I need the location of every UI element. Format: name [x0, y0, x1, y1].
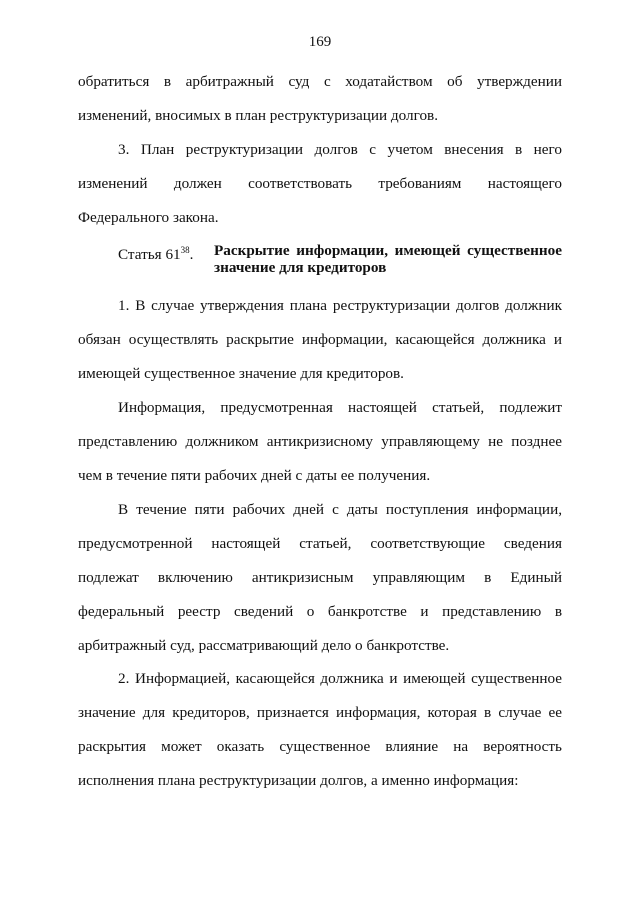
text-line: предусмотренной настоящей статьей, соответствующие сведения: [78, 535, 562, 552]
text-line: Федерального закона.: [78, 209, 219, 226]
text-line: исполнения плана реструктуризации долгов, а именно информация:: [78, 772, 519, 789]
page-number: 169: [308, 34, 332, 50]
article-number-sup: 38: [180, 245, 190, 255]
text-line: подлежат включению антикризисным управляющим в Единый: [78, 569, 562, 586]
text-line: раскрытия может оказать существенное влияние на вероятность: [78, 738, 562, 755]
text-line: представлению должником антикризисному управляющему не позднее: [78, 433, 562, 450]
text-line: значение для кредиторов, признается информация, которая в случае ее: [78, 704, 562, 721]
article-title: [214, 242, 562, 276]
text-line: обязан осуществлять раскрытие информации, касающейся должника и: [78, 331, 562, 348]
text-line: изменений должен соответствовать требованиям настоящего: [78, 175, 562, 192]
text-line: В течение пяти рабочих дней с даты поступления информации,: [118, 501, 562, 518]
text-line: чем в течение пяти рабочих дней с даты ее получения.: [78, 467, 431, 484]
text-line: 3. План реструктуризации долгов с учетом внесения в него: [118, 141, 562, 158]
text-line: арбитражный суд, рассматривающий дело о банкротстве.: [78, 637, 450, 654]
text-line: 1. В случае утверждения плана реструктуризации долгов должник: [118, 297, 562, 314]
text-line: обратиться в арбитражный суд с ходатайством об утверждении: [78, 73, 562, 90]
text-line: изменений, вносимых в план реструктуризации долгов.: [78, 107, 439, 124]
text-line: 2. Информацией, касающейся должника и имеющей существенное: [118, 670, 562, 687]
text-line: Информация, предусмотренная настоящей статьей, подлежит: [118, 399, 562, 416]
text-line: имеющей существенное значение для кредиторов.: [78, 365, 404, 382]
text-line: федеральный реестр сведений о банкротстве и представлению в: [78, 603, 562, 620]
article-label: Статья $61^{38}$.: [118, 245, 194, 263]
article-title-line: значение для кредиторов: [214, 259, 387, 276]
article-title-line: Раскрытие информации, имеющей существенное: [214, 242, 562, 259]
